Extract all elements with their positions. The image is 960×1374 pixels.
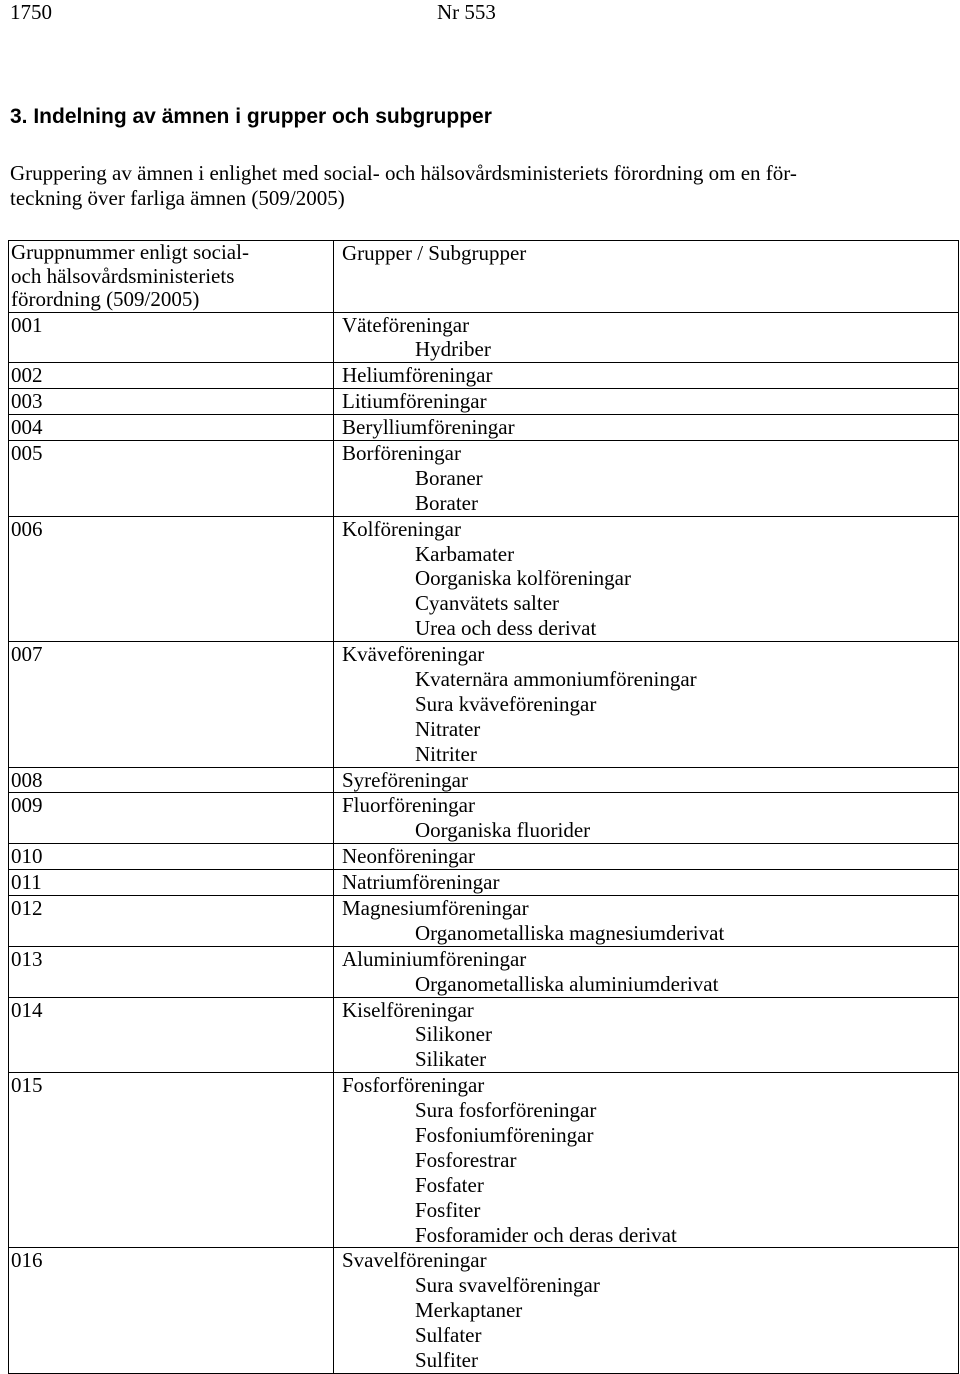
page-number: 1750 [10, 0, 52, 24]
group-number: 004 [11, 415, 43, 440]
group-number-cell [9, 895, 334, 946]
subgroup-name: Fosfiter [415, 1197, 481, 1222]
subgroup-name: Silikoner [415, 1022, 492, 1047]
group-number-cell [9, 415, 334, 441]
group-number-cell [9, 793, 334, 844]
group-number-cell [9, 1248, 334, 1373]
subgroup-name: Nitriter [415, 741, 477, 766]
group-cell [334, 440, 959, 516]
subgroup-name: Kvaternära ammoniumföreningar [415, 666, 697, 691]
intro-text [10, 161, 950, 211]
subgroup-name: Hydriber [415, 337, 491, 362]
table-row [9, 1073, 959, 1248]
table-row [9, 363, 959, 389]
table-row [9, 767, 959, 793]
subgroup-name: Sura svavelföreningar [415, 1273, 600, 1298]
group-cell [334, 642, 959, 767]
group-number-cell [9, 997, 334, 1073]
group-name: Heliumföreningar [342, 363, 493, 388]
group-number: 006 [11, 516, 43, 541]
group-name: Aluminiumföreningar [342, 946, 527, 971]
table-row [9, 440, 959, 516]
group-name: Svavelföreningar [342, 1248, 487, 1273]
group-number: 010 [11, 844, 43, 869]
subgroup-name: Oorganiska fluorider [415, 818, 591, 843]
group-number-cell [9, 1073, 334, 1248]
group-cell [334, 312, 959, 363]
table-row [9, 1248, 959, 1373]
group-number-cell [9, 844, 334, 870]
group-number-cell [9, 312, 334, 363]
groups-table [8, 240, 959, 1374]
subgroup-name: Sura kväveföreningar [415, 691, 597, 716]
col1-header [9, 241, 334, 313]
subgroup-name: Fosfoniumföreningar [415, 1123, 594, 1147]
intro-line: Gruppering av ämnen i enlighet med social- och hälsovårdsministeriets förordning om en för- [10, 161, 797, 185]
group-cell [334, 363, 959, 389]
group-cell [334, 1073, 959, 1248]
table-row [9, 389, 959, 415]
group-name: Berylliumföreningar [342, 415, 515, 440]
group-number: 014 [11, 997, 43, 1022]
table-header-row [9, 241, 959, 313]
subgroup-name: Nitrater [415, 716, 481, 741]
subgroup-name: Boraner [415, 465, 483, 490]
subgroup-name: Silikater [415, 1047, 487, 1072]
group-name: Kväveföreningar [342, 642, 485, 667]
subgroup-name: Fosforamider och deras derivat [415, 1222, 677, 1247]
group-number-cell [9, 767, 334, 793]
col1-header-line: förordning (509/2005) [11, 287, 200, 311]
subgroup-name: Organometalliska aluminiumderivat [415, 971, 719, 996]
group-number: 008 [11, 767, 43, 792]
group-name: Magnesiumföreningar [342, 895, 529, 920]
table-row [9, 895, 959, 946]
subgroup-name: Urea och dess derivat [415, 616, 597, 641]
group-name: Litiumföreningar [342, 389, 487, 414]
group-name: Fosforföreningar [342, 1073, 485, 1098]
table-row [9, 642, 959, 767]
subgroup-name: Cyanvätets salter [415, 591, 560, 616]
group-number-cell [9, 440, 334, 516]
group-number: 002 [11, 363, 43, 388]
group-name: Neonföreningar [342, 844, 475, 869]
col1-header-line: Gruppnummer enligt social- [11, 240, 249, 264]
table-row [9, 793, 959, 844]
table-row [9, 946, 959, 997]
group-cell [334, 997, 959, 1073]
group-number: 016 [11, 1248, 43, 1273]
intro-line: teckning över farliga ämnen (509/2005) [10, 186, 345, 210]
group-name: Väteföreningar [342, 312, 470, 337]
group-cell [334, 844, 959, 870]
subgroup-name: Fosfater [415, 1172, 484, 1197]
subgroup-name: Sura fosforföreningar [415, 1098, 597, 1123]
group-number-cell [9, 516, 334, 641]
issue-number: Nr 553 [437, 0, 496, 24]
group-number-cell [9, 363, 334, 389]
group-name: Natriumföreningar [342, 870, 500, 895]
subgroup-name: Oorganiska kolföreningar [415, 566, 631, 591]
group-cell [334, 870, 959, 896]
table-row [9, 516, 959, 641]
group-number: 009 [11, 793, 43, 818]
table-row [9, 312, 959, 363]
group-number: 015 [11, 1073, 43, 1098]
group-number: 005 [11, 440, 43, 465]
group-number: 011 [11, 870, 42, 895]
page-header [10, 0, 950, 26]
group-name: Fluorföreningar [342, 793, 475, 818]
subgroup-name: Sulfater [415, 1323, 482, 1348]
group-cell [334, 946, 959, 997]
group-cell [334, 895, 959, 946]
table-row [9, 870, 959, 896]
group-name: Kiselföreningar [342, 997, 474, 1022]
table-row [9, 997, 959, 1073]
table-row [9, 415, 959, 441]
subgroup-name: Karbamater [415, 541, 515, 566]
group-number-cell [9, 389, 334, 415]
group-number: 007 [11, 642, 43, 667]
group-number: 012 [11, 895, 43, 920]
subgroup-name: Organometalliska magnesiumderivat [415, 920, 725, 945]
section-title: 3. Indelning av ämnen i grupper och subgrupper [10, 105, 492, 128]
group-name: Syreföreningar [342, 767, 468, 792]
group-number: 003 [11, 389, 43, 414]
group-number-cell [9, 946, 334, 997]
subgroup-name: Sulfiter [415, 1348, 478, 1373]
group-cell [334, 793, 959, 844]
group-cell [334, 389, 959, 415]
group-cell [334, 1248, 959, 1373]
subgroup-name: Borater [415, 490, 478, 515]
group-number: 001 [11, 312, 43, 337]
group-name: Borföreningar [342, 440, 461, 465]
col2-header: Grupper / Subgrupper [334, 241, 959, 313]
group-cell [334, 415, 959, 441]
table-row [9, 844, 959, 870]
group-number-cell [9, 870, 334, 896]
subgroup-name: Fosforestrar [415, 1147, 517, 1172]
subgroup-name: Merkaptaner [415, 1298, 523, 1323]
group-cell [334, 767, 959, 793]
group-number-cell [9, 642, 334, 767]
group-name: Kolföreningar [342, 516, 461, 541]
group-cell [334, 516, 959, 641]
group-number: 013 [11, 946, 43, 971]
col1-header-line: och hälsovårdsministeriets [11, 263, 235, 288]
